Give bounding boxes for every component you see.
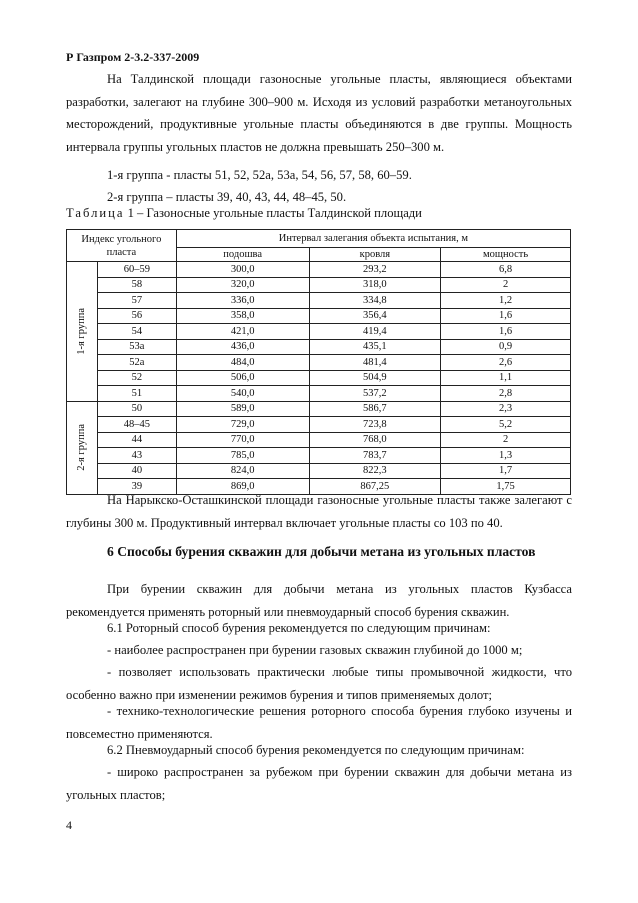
- table-caption-text: 1 – Газоносные угольные пласты Талдинской площади: [127, 206, 422, 220]
- cell-sole: 300,0: [176, 262, 309, 278]
- cell-roof: 723,8: [309, 417, 441, 433]
- cell-seam-index: 56: [97, 308, 176, 324]
- cell-seam-index: 52: [97, 370, 176, 386]
- cell-roof: 334,8: [309, 293, 441, 309]
- intro-paragraph: На Талдинской площади газоносные угольные пласты, являющиеся объектами разработки, залегают на глубине 300–900 м. Исходя из условий разработки метаноугольных месторождений, продуктивные угольные пласты объединяются в две группы. Мощность интервала группы угольных пластов не должна превышать 250–300 м.: [66, 72, 572, 154]
- cell-sole: 589,0: [176, 401, 309, 417]
- clause-6-2: 6.2 Пневмоударный способ бурения рекомендуется по следующим причинам:: [107, 743, 525, 757]
- cell-sole: 540,0: [176, 386, 309, 402]
- group2-label-cell: [67, 401, 98, 494]
- cell-thickness: 1,7: [441, 463, 571, 479]
- cell-thickness: 6,8: [441, 262, 571, 278]
- clause-6-2-item-1: - широко распространен за рубежом при бурении скважин для добычи метана из угольных пластов;: [66, 765, 572, 802]
- cell-roof: 435,1: [309, 339, 441, 355]
- cell-thickness: 1,1: [441, 370, 571, 386]
- cell-roof: 293,2: [309, 262, 441, 278]
- cell-sole: 358,0: [176, 308, 309, 324]
- table-row: [67, 448, 571, 464]
- cell-thickness: 2: [441, 277, 571, 293]
- cell-sole: 336,0: [176, 293, 309, 309]
- section-6-intro: При бурении скважин для добычи метана из угольных пластов Кузбасса рекомендуется применять роторный или пневмоударный способ бурения скважин.: [66, 582, 572, 619]
- cell-seam-index: 54: [97, 324, 176, 340]
- cell-roof: 419,4: [309, 324, 441, 340]
- table-row: [67, 417, 571, 433]
- cell-seam-index: 40: [97, 463, 176, 479]
- cell-sole: 824,0: [176, 463, 309, 479]
- cell-seam-index: 51: [97, 386, 176, 402]
- cell-roof: 822,3: [309, 463, 441, 479]
- table-row: [67, 386, 571, 402]
- cell-thickness: 1,6: [441, 324, 571, 340]
- group2-label: 2-я группа: [76, 424, 88, 471]
- cell-thickness: 2: [441, 432, 571, 448]
- cell-seam-index: 44: [97, 432, 176, 448]
- table-row: [67, 308, 571, 324]
- cell-roof: 586,7: [309, 401, 441, 417]
- cell-thickness: 1,75: [441, 479, 571, 495]
- table-row: [67, 324, 571, 340]
- group1-label: 1-я группа: [76, 307, 88, 355]
- cell-sole: 770,0: [176, 432, 309, 448]
- header-thickness: мощность: [441, 248, 571, 262]
- table-row: [67, 355, 571, 371]
- clause-6-1: 6.1 Роторный способ бурения рекомендуется по следующим причинам:: [107, 621, 491, 635]
- cell-roof: 867,25: [309, 479, 441, 495]
- section-6-title: 6 Способы бурения скважин для добычи метана из угольных пластов: [107, 544, 536, 559]
- cell-sole: 436,0: [176, 339, 309, 355]
- table-row: [67, 277, 571, 293]
- cell-sole: 484,0: [176, 355, 309, 371]
- cell-sole: 785,0: [176, 448, 309, 464]
- group1-list: 1-я группа - пласты 51, 52, 52а, 53а, 54, 56, 57, 58, 60–59.: [107, 168, 412, 182]
- table-caption: [66, 206, 422, 221]
- table-body: [67, 262, 571, 495]
- group1-label-cell: [67, 262, 98, 402]
- table-caption-label: Таблица: [66, 206, 125, 220]
- cell-seam-index: 39: [97, 479, 176, 495]
- cell-thickness: 0,9: [441, 339, 571, 355]
- cell-roof: 768,0: [309, 432, 441, 448]
- page-number: 4: [66, 818, 72, 832]
- table-row: [67, 432, 571, 448]
- cell-roof: 537,2: [309, 386, 441, 402]
- header-roof: кровля: [309, 248, 441, 262]
- coal-seams-table: [66, 229, 571, 495]
- cell-thickness: 1,2: [441, 293, 571, 309]
- cell-seam-index: 57: [97, 293, 176, 309]
- cell-sole: 320,0: [176, 277, 309, 293]
- group2-list: 2-я группа – пласты 39, 40, 43, 44, 48–45, 50.: [107, 190, 347, 204]
- cell-thickness: 2,3: [441, 401, 571, 417]
- cell-thickness: 1,6: [441, 308, 571, 324]
- cell-sole: 506,0: [176, 370, 309, 386]
- cell-seam-index: 48–45: [97, 417, 176, 433]
- cell-sole: 869,0: [176, 479, 309, 495]
- cell-roof: 318,0: [309, 277, 441, 293]
- cell-roof: 504,9: [309, 370, 441, 386]
- table-row: [67, 262, 571, 278]
- document-header: Р Газпром 2-3.2-337-2009: [66, 50, 200, 64]
- header-interval: Интервал залегания объекта испытания, м: [176, 230, 570, 248]
- table-row: [67, 293, 571, 309]
- cell-sole: 729,0: [176, 417, 309, 433]
- cell-thickness: 2,8: [441, 386, 571, 402]
- cell-seam-index: 50: [97, 401, 176, 417]
- after-table-paragraph: На Нарыкско-Осташкинской площади газоносные угольные пласты также залегают с глубины 300 м. Продуктивный интервал включает угольные пласты со 103 по 40.: [66, 493, 572, 530]
- cell-thickness: 5,2: [441, 417, 571, 433]
- cell-seam-index: 43: [97, 448, 176, 464]
- cell-thickness: 2,6: [441, 355, 571, 371]
- cell-seam-index: 60–59: [97, 262, 176, 278]
- table-row: [67, 463, 571, 479]
- cell-roof: 481,4: [309, 355, 441, 371]
- cell-thickness: 1,3: [441, 448, 571, 464]
- table-row: [67, 339, 571, 355]
- cell-seam-index: 58: [97, 277, 176, 293]
- clause-6-1-item-1: - наиболее распространен при бурении газовых скважин глубиной до 1000 м;: [107, 643, 523, 657]
- table-row: [67, 401, 571, 417]
- cell-seam-index: 52а: [97, 355, 176, 371]
- clause-6-1-item-2: - позволяет использовать практически любые типы промывочной жидкости, что особенно важно при изменении режимов бурения и типов применяемых долот;: [66, 665, 572, 702]
- clause-6-1-item-3: - технико-технологические решения роторного способа бурения глубоко изучены и повсеместно применяются.: [66, 704, 572, 741]
- cell-sole: 421,0: [176, 324, 309, 340]
- cell-roof: 783,7: [309, 448, 441, 464]
- header-seam-index: Индекс угольного пласта: [67, 230, 177, 262]
- cell-roof: 356,4: [309, 308, 441, 324]
- cell-seam-index: 53а: [97, 339, 176, 355]
- header-sole: подошва: [176, 248, 309, 262]
- table-row: [67, 370, 571, 386]
